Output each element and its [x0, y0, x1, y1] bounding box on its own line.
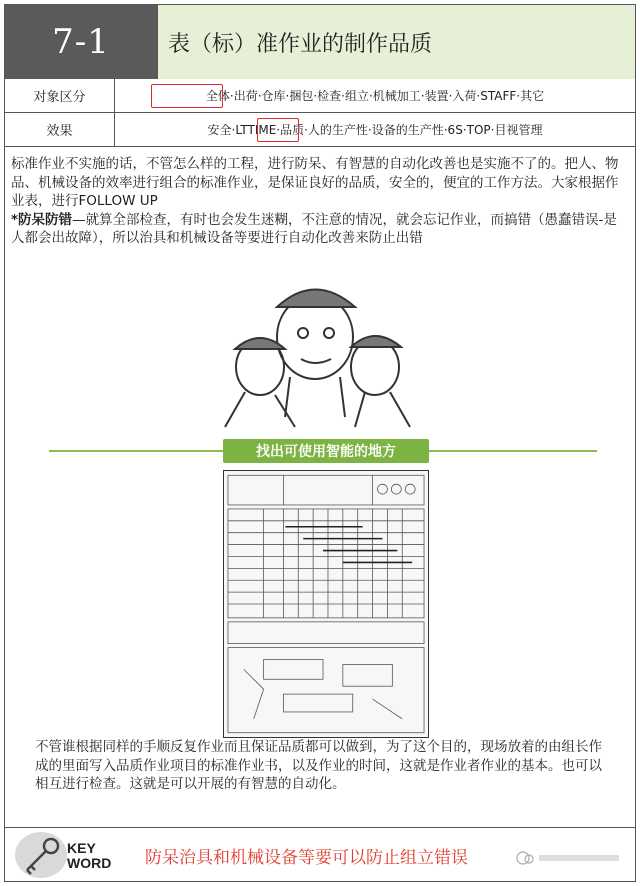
keyword-label — [67, 841, 111, 871]
document-page — [4, 4, 636, 882]
keyword-label-line1: KEY — [67, 840, 96, 856]
keyword-bar — [5, 827, 635, 882]
keyword-text: 防呆治具和机械设备等要可以防止组立错误 — [145, 848, 468, 868]
info-row-value — [115, 79, 635, 112]
key-icon — [15, 832, 67, 878]
cartoon-illustration — [205, 267, 425, 432]
key-icon-circle — [15, 832, 67, 878]
highlight-mark — [257, 118, 299, 142]
paragraph-bottom: 不管谁根据同样的手顺反复作业而且保证品质都可以做到，为了这个目的，现场放着的由组长作成的里面写入品质作业项目的标准作业书，以及作业的时间，这就是作业者作业的基本。也可以相互进行检查。这就是可以开展的有智慧的自动化。 — [35, 739, 602, 792]
title-box — [157, 5, 635, 79]
info-row-label: 对象区分 — [5, 79, 115, 112]
section-number-box — [5, 5, 157, 79]
highlight-mark — [151, 84, 223, 108]
info-row-label: 效果 — [5, 113, 115, 146]
page-title: 表（标）准作业的制作品质 — [168, 31, 433, 57]
info-row-effect — [5, 113, 635, 147]
info-row-value-text: 全体·出荷·仓库·捆包·检查·组立·机械加工·装置·入荷·STAFF·其它 — [205, 89, 545, 103]
keyword-label-line2: WORD — [67, 855, 112, 871]
info-row-value-text: 安全·LTTIME·品质·人的生产性·设备的生产性·6S·TOP·目视管理 — [207, 123, 543, 137]
paragraph-intro — [11, 155, 629, 248]
section-number: 7-1 — [52, 22, 110, 62]
intro-text: 标准作业不实施的话，不管怎么样的工程，进行防呆、有智慧的自动化改善也是实施不了的。把人、物品、机械设备的效率进行组合的标准作业，是保证良好的品质，安全的，便宜的工作方法。大家根据作业表，进行FOLLOW UP — [11, 156, 619, 209]
page-header — [5, 5, 635, 79]
standard-work-form-scan — [223, 470, 429, 738]
intro-rest-text: —就算全部检查，有时也会发生迷糊，不注意的情况，就会忘记作业，而搞错（愚蠢错误-是人都会出故障），所以治具和机械设备等要进行自动化改善来防止出错 — [11, 211, 617, 246]
bold-term: *防呆防错 — [11, 211, 73, 228]
watermark-logo — [515, 850, 625, 866]
info-row-target — [5, 79, 635, 113]
section-band: 找出可使用智能的地方 — [223, 439, 429, 463]
info-row-value — [115, 113, 635, 146]
